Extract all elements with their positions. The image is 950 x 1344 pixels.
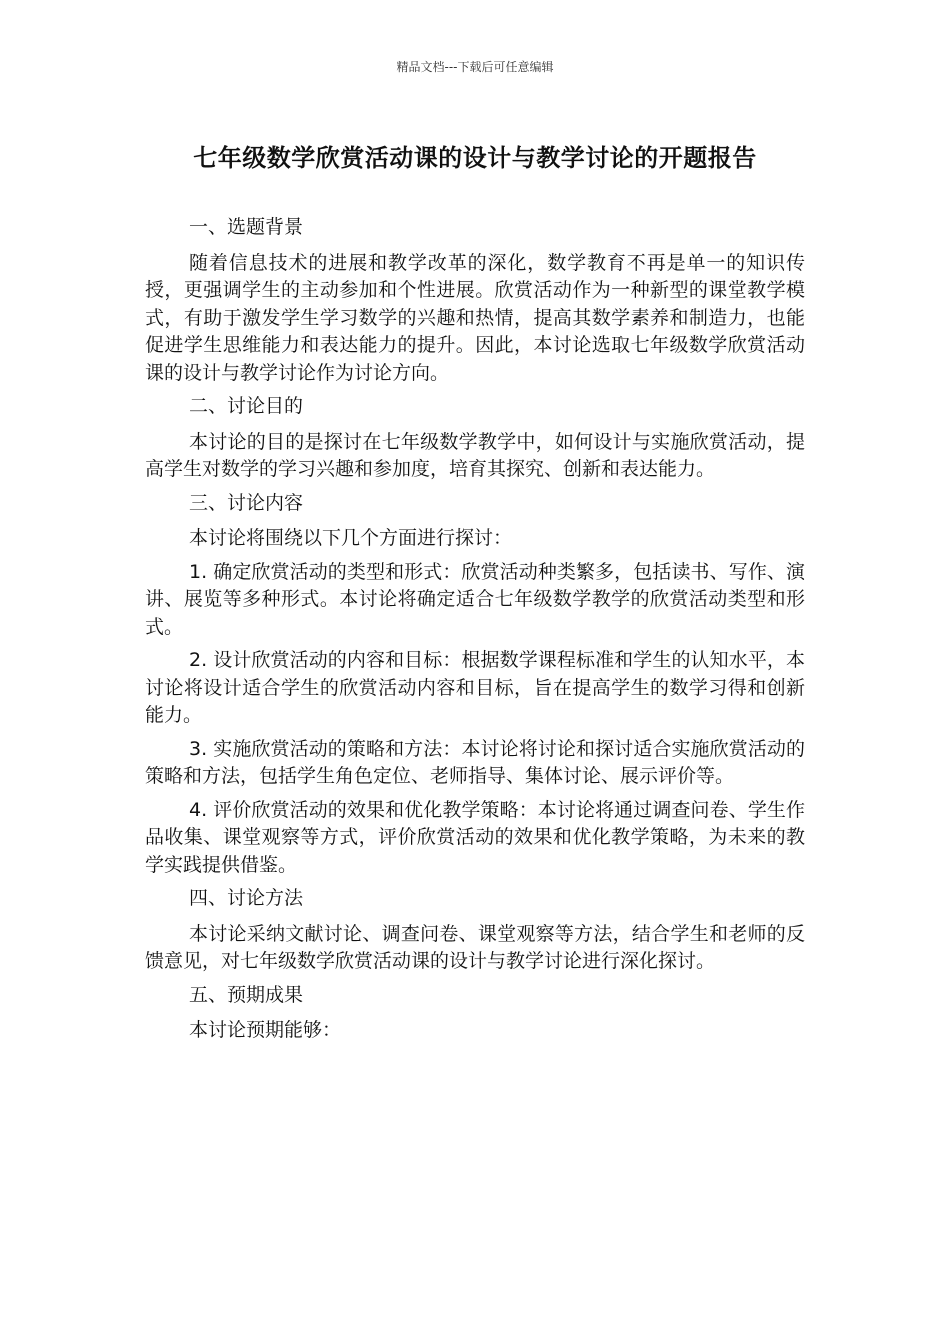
paragraph-outcome-intro: 本讨论预期能够：	[189, 1019, 342, 1041]
document-title: 七年级数学欣赏活动课的设计与教学讨论的开题报告	[193, 144, 757, 172]
section-heading-purpose: 二、讨论目的	[189, 395, 304, 417]
paragraph-method: 本讨论采纳文献讨论、调查问卷、课堂观察等方法，结合学生和老师的反馈意见，对七年级数学欣赏活动课的设计与教学讨论进行深化探讨。	[145, 922, 805, 972]
section-heading-method: 四、讨论方法	[189, 887, 304, 909]
document-body	[145, 214, 805, 1051]
header-note: 精品文档---下载后可任意编辑	[396, 60, 554, 74]
paragraph-content-intro: 本讨论将围绕以下几个方面进行探讨：	[189, 527, 513, 549]
paragraph-purpose: 本讨论的目的是探讨在七年级数学教学中，如何设计与实施欣赏活动，提高学生对数学的学习兴趣和参加度，培育其探究、创新和表达能力。	[145, 430, 805, 480]
list-item-content-2: 2. 设计欣赏活动的内容和目标：根据数学课程标准和学生的认知水平，本讨论将设计适合学生的欣赏活动内容和目标，旨在提高学生的数学习得和创新能力。	[145, 649, 805, 726]
paragraph-background: 随着信息技术的进展和教学改革的深化，数学教育不再是单一的知识传授，更强调学生的主动参加和个性进展。欣赏活动作为一种新型的课堂教学模式，有助于激发学生学习数学的兴趣和热情，提高其数学素养和制造力，也能促进学生思维能力和表达能力的提升。因此，本讨论选取七年级数学欣赏活动课的设计与教学讨论作为讨论方向。	[145, 251, 805, 384]
list-item-content-3: 3. 实施欣赏活动的策略和方法：本讨论将讨论和探讨适合实施欣赏活动的策略和方法，包括学生角色定位、老师指导、集体讨论、展示评价等。	[145, 737, 805, 787]
section-heading-content: 三、讨论内容	[189, 491, 304, 514]
section-heading-outcome: 五、预期成果	[189, 983, 304, 1006]
section-heading-background: 一、选题背景	[189, 216, 304, 238]
list-item-content-4: 4. 评价欣赏活动的效果和优化教学策略：本讨论将通过调查问卷、学生作品收集、课堂观察等方式，评价欣赏活动的效果和优化教学策略，为未来的教学实践提供借鉴。	[145, 798, 805, 876]
list-item-content-1: 1. 确定欣赏活动的类型和形式：欣赏活动种类繁多，包括读书、写作、演讲、展览等多种形式。本讨论将确定适合七年级数学教学的欣赏活动类型和形式。	[145, 560, 805, 638]
